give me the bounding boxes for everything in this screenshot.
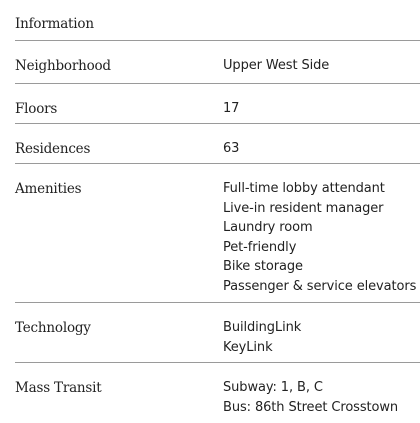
row-values [223,318,420,357]
row-value: Passenger & service elevators [223,278,417,294]
row-label: Amenities [15,181,82,197]
row-value: Pet-friendly [223,239,297,255]
row-values [223,378,420,417]
row-label: Technology [15,320,91,336]
row-value: Bus: 86th Street Crosstown [223,399,399,415]
info-row-amenities [15,164,420,303]
info-row-mass-transit [15,363,420,423]
row-value: Full-time lobby attendant [223,181,385,196]
info-row-residences [15,124,420,164]
row-label: Neighborhood [15,58,111,74]
row-value: Subway: 1, B, C [223,380,323,395]
row-value: BuildingLink [223,320,302,335]
row-value: Bike storage [223,259,303,275]
row-values [223,56,420,76]
info-row-floors [15,84,420,124]
row-label: Residences [15,141,91,157]
info-row-neighborhood [15,41,420,84]
row-label: Floors [15,101,58,117]
row-value: KeyLink [223,339,273,355]
row-value: 63 [223,141,240,156]
row-value: Upper West Side [223,58,330,73]
row-value: 17 [223,101,240,116]
building-information-panel [15,0,420,423]
info-row-technology [15,303,420,363]
row-label: Mass Transit [15,380,102,396]
row-value: Laundry room [223,220,313,236]
row-value: Live-in resident manager [223,200,384,216]
row-values [223,99,420,119]
section-title: Information [15,0,420,41]
row-values [223,139,420,159]
row-values [223,179,420,297]
